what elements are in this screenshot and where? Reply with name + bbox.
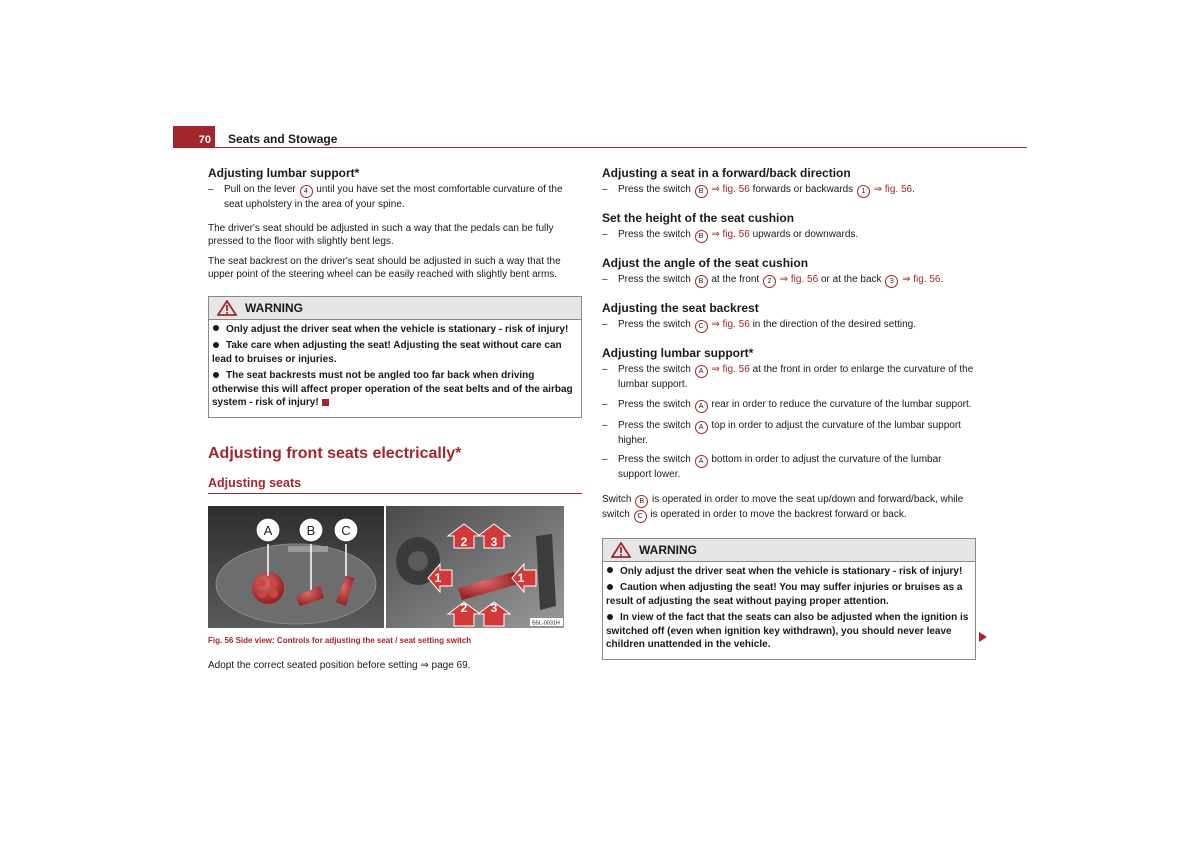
lumbar-heading: Adjusting lumbar support* (208, 166, 360, 180)
figure-reference-link[interactable]: ⇒ fig. 56 (902, 274, 941, 285)
right-column (602, 165, 976, 660)
step-forward-back: – Press the switch B ⇒ fig. 56 forwards or backwards 1 ⇒ fig. 56. (602, 183, 976, 198)
header-rule (215, 147, 1027, 148)
switch-badge: A (695, 421, 708, 434)
arrow-label: 3 (490, 600, 498, 615)
switch-badge: 2 (763, 275, 776, 288)
switch-badge: A (695, 455, 708, 468)
step-height: – Press the switch B ⇒ fig. 56 upwards or downwards. (602, 228, 976, 243)
arrow-label: 2 (460, 534, 468, 549)
step-backrest: – Press the switch C ⇒ fig. 56 in the direction of the desired setting. (602, 318, 976, 333)
switch-badge: 3 (885, 275, 898, 288)
figure-reference-link[interactable]: ⇒ fig. 56 (711, 319, 750, 330)
page-reference-link[interactable]: ⇒ page 69. (420, 660, 471, 671)
heading-backrest: Adjusting the seat backrest (602, 301, 759, 315)
step-lumbar-top: – Press the switch A top in order to adjust the curvature of the lumbar support higher. (602, 419, 976, 448)
switch-badge: B (695, 185, 708, 198)
warning-title: WARNING (639, 542, 697, 557)
warning-item: Only adjust the driver seat when the vehicle is stationary - risk of injury! (606, 565, 972, 579)
switch-paragraph: Switch B is operated in order to move the seat up/down and forward/back, while switch C is operated in order to move the backrest forward or back. (602, 493, 976, 523)
subsection-heading: Adjusting seats (208, 475, 302, 490)
figure-code: B5L-0031H (532, 620, 560, 626)
switch-badge: B (695, 230, 708, 243)
figure-label-b: B (306, 522, 316, 538)
switch-badge: C (634, 510, 647, 523)
warning-item: Take care when adjusting the seat! Adjusting the seat without care can lead to bruises or injuries. (212, 340, 562, 365)
figure-reference-link[interactable]: ⇒ fig. 56 (873, 184, 913, 195)
step-angle: – Press the switch B at the front 2 ⇒ fig. 56 or at the back 3 ⇒ fig. 56. (602, 273, 976, 288)
arrow-label: 1 (434, 570, 442, 585)
figure-label-a: A (263, 522, 273, 538)
figure-caption: Fig. 56 Side view: Controls for adjusting the seat / seat setting switch (208, 635, 472, 645)
left-column (208, 165, 582, 673)
heading-lumbar: Adjusting lumbar support* (602, 346, 754, 360)
seat-controls-figure (208, 506, 564, 628)
end-mark-icon (322, 399, 329, 406)
figure-reference-link[interactable]: ⇒ fig. 56 (711, 184, 750, 195)
step-lumbar-bottom: – Press the switch A bottom in order to adjust the curvature of the lumbar support lower. (602, 453, 976, 482)
section-heading: Adjusting front seats electrically* (208, 444, 462, 462)
warning-triangle-icon (611, 542, 631, 558)
switch-badge: 1 (857, 185, 870, 198)
heading-forward-back: Adjusting a seat in a forward/back direction (602, 166, 851, 180)
warning-title: WARNING (245, 300, 303, 315)
switch-badge: B (695, 275, 708, 288)
adopt-text: Adopt the correct seated position before setting ⇒ page 69. (208, 660, 471, 671)
paragraph-pedals: The driver's seat should be adjusted in such a way that the pedals can be fully pressed to the floor with slightly bent legs. (208, 222, 554, 247)
arrow-label: 2 (460, 600, 468, 615)
page-number: 70 (173, 126, 215, 148)
figure-label-c: C (341, 522, 351, 538)
figure-reference-link[interactable]: ⇒ fig. 56 (711, 229, 750, 240)
heading-angle: Adjust the angle of the seat cushion (602, 256, 809, 270)
step-lumbar-front: – Press the switch A ⇒ fig. 56 at the front in order to enlarge the curvature of the lumbar support. (602, 363, 976, 392)
switch-badge: B (635, 495, 648, 508)
warning-box-right (602, 538, 976, 660)
warning-item: The seat backrests must not be angled too far back when driving otherwise this will affect proper operation of the seat belts and of the airbag system - risk of injury! (212, 370, 573, 408)
warning-item: Only adjust the driver seat when the vehicle is stationary - risk of injury! (212, 323, 578, 337)
arrow-label: 3 (490, 534, 498, 549)
heading-height: Set the height of the seat cushion (602, 211, 795, 225)
warning-item: In view of the fact that the seats can also be adjusted when the ignition is switched off (even when ignition key withdrawn), you should never leave children unattended in the vehicle. (606, 612, 969, 650)
lever-badge: 4 (300, 185, 313, 198)
lumbar-step: – Pull on the lever 4 until you have set the most comfortable curvature of the seat upholstery in the area of your spine. (208, 183, 582, 212)
subsection-rule (208, 493, 582, 494)
arrow-label: 1 (517, 570, 525, 585)
warning-box-left (208, 296, 582, 418)
switch-badge: C (695, 320, 708, 333)
figure-reference-link[interactable]: ⇒ fig. 56 (711, 364, 750, 375)
continue-arrow-icon (979, 632, 987, 642)
warning-triangle-icon (217, 300, 237, 316)
switch-badge: A (695, 400, 708, 413)
running-header: Seats and Stowage (228, 132, 338, 146)
figure-reference-link[interactable]: ⇒ fig. 56 (779, 274, 819, 285)
step-lumbar-rear: – Press the switch A rear in order to reduce the curvature of the lumbar support. (602, 398, 976, 413)
warning-item: Caution when adjusting the seat! You may suffer injuries or bruises as a result of adjusting the seat without paying proper attention. (606, 582, 963, 607)
paragraph-backrest: The seat backrest on the driver's seat should be adjusted in such a way that the upper point of the steering wheel can be easily reached with slightly bent arms. (208, 255, 561, 280)
switch-badge: A (695, 365, 708, 378)
